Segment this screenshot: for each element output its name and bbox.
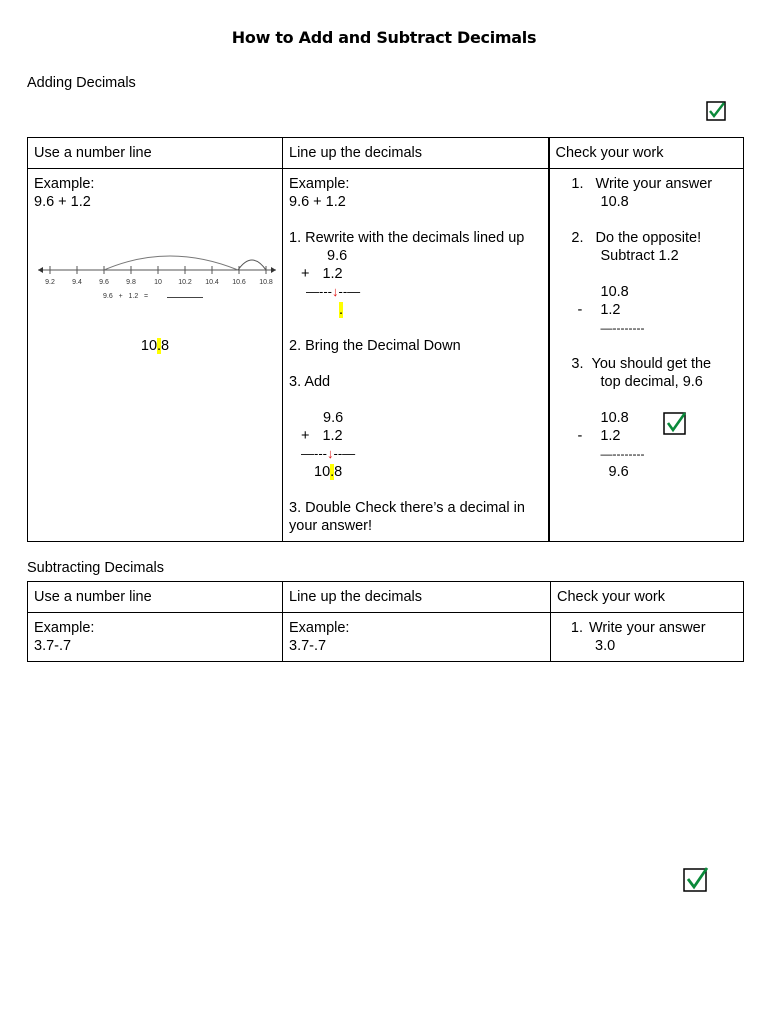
answer-blank	[167, 297, 203, 298]
header-line-up: Line up the decimals	[283, 582, 551, 613]
check-item-1: 1. Write your answer	[570, 620, 706, 636]
page-title: How to Add and Subtract Decimals	[231, 28, 537, 47]
number-line-tick-label: 10.6	[232, 279, 246, 286]
check-item-1-value: 3.0	[595, 638, 616, 654]
number-line-tick-label: 10	[154, 279, 162, 286]
decimal-only: .	[339, 302, 344, 318]
example-label: Example:	[289, 620, 350, 636]
header-check-work: Check your work	[549, 138, 744, 169]
header-check-work: Check your work	[551, 582, 744, 613]
addend-top-2: 9.6	[323, 410, 344, 426]
rule-with-arrow-2: —---↓--—	[301, 446, 356, 461]
check-item-1: 1. Write your answer	[571, 176, 713, 192]
check-item-2-sub: Subtract 1.2	[600, 248, 679, 264]
number-line-cell	[28, 169, 283, 542]
number-line-answer: 10.8	[140, 338, 170, 354]
subtracting-section-label: Subtracting Decimals	[27, 560, 164, 576]
example-label: Example:	[34, 620, 95, 636]
example-problem: 3.7-.7	[289, 638, 327, 654]
header-number-line: Use a number line	[28, 138, 283, 169]
check-item-3-cont: top decimal, 9.6	[600, 374, 703, 390]
table-row	[28, 169, 744, 542]
rule-with-arrow: —---↓--—	[306, 284, 361, 299]
adding-table	[27, 137, 744, 542]
example-label: Example:	[34, 176, 95, 192]
table-header-row	[28, 582, 744, 613]
decimal-point-highlight: .	[330, 464, 335, 480]
check-item-2: 2. Do the opposite!	[571, 230, 702, 246]
checkbox-checked-icon[interactable]	[706, 101, 726, 121]
header-number-line: Use a number line	[28, 582, 283, 613]
check-work-cell	[551, 613, 744, 662]
checkbox-checked-icon[interactable]	[663, 411, 687, 435]
verify-bottom-row: - 1.2	[577, 428, 621, 444]
subtract-rule: —--------	[600, 321, 645, 335]
step-double-check: 3. Double Check there’s a decimal in your answer!	[289, 500, 525, 534]
verify-result: 9.6	[608, 464, 629, 480]
example-problem: 9.6 + 1.2	[34, 194, 91, 210]
step-add: 3. Add	[289, 374, 331, 390]
number-line	[34, 244, 278, 306]
sum-row: 10.8	[314, 464, 343, 480]
adding-section-label: Adding Decimals	[27, 75, 136, 91]
number-line-tick-label: 10.4	[205, 279, 219, 286]
number-line-tick-label: 10.2	[178, 279, 192, 286]
arrow-down-icon: ↓	[327, 446, 334, 461]
checkbox-checked-icon[interactable]	[683, 866, 709, 892]
addend-bottom-row-2: + 1.2	[301, 428, 343, 444]
example-label: Example:	[289, 176, 350, 192]
check-work-cell	[549, 169, 744, 542]
step-bring-down: 2. Bring the Decimal Down	[289, 338, 461, 354]
line-up-cell	[283, 169, 549, 542]
check-item-3: 3. You should get the	[571, 356, 712, 372]
number-line-tick-label: 9.4	[72, 279, 82, 286]
step-rewrite: 1. Rewrite with the decimals lined up	[289, 230, 525, 246]
arrow-down-icon: ↓	[332, 284, 339, 299]
addend-top: 9.6	[327, 248, 348, 264]
number-line-tick-label: 9.6	[99, 279, 109, 286]
number-line-tick-label: 9.2	[45, 279, 55, 286]
number-line-figure	[34, 257, 276, 319]
table-header-row	[28, 138, 744, 169]
number-line-equation: 9.6 + 1.2 =	[103, 293, 149, 300]
verify-rule: —--------	[600, 447, 645, 461]
example-problem: 3.7-.7	[34, 638, 72, 654]
header-line-up: Line up the decimals	[283, 138, 549, 169]
table-row	[28, 613, 744, 662]
subtract-bottom-row: - 1.2	[577, 302, 621, 318]
example-problem: 9.6 + 1.2	[289, 194, 346, 210]
verify-top: 10.8	[600, 410, 629, 426]
subtract-top: 10.8	[600, 284, 629, 300]
number-line-tick-label: 9.8	[126, 279, 136, 286]
line-up-cell	[283, 613, 551, 662]
decimal-point-highlight: .	[157, 338, 162, 354]
number-line-tick-label: 10.8	[259, 279, 273, 286]
subtracting-table	[27, 581, 744, 662]
number-line-cell	[28, 613, 283, 662]
check-item-1-value: 10.8	[600, 194, 629, 210]
addend-bottom-row: + 1.2	[301, 266, 343, 282]
